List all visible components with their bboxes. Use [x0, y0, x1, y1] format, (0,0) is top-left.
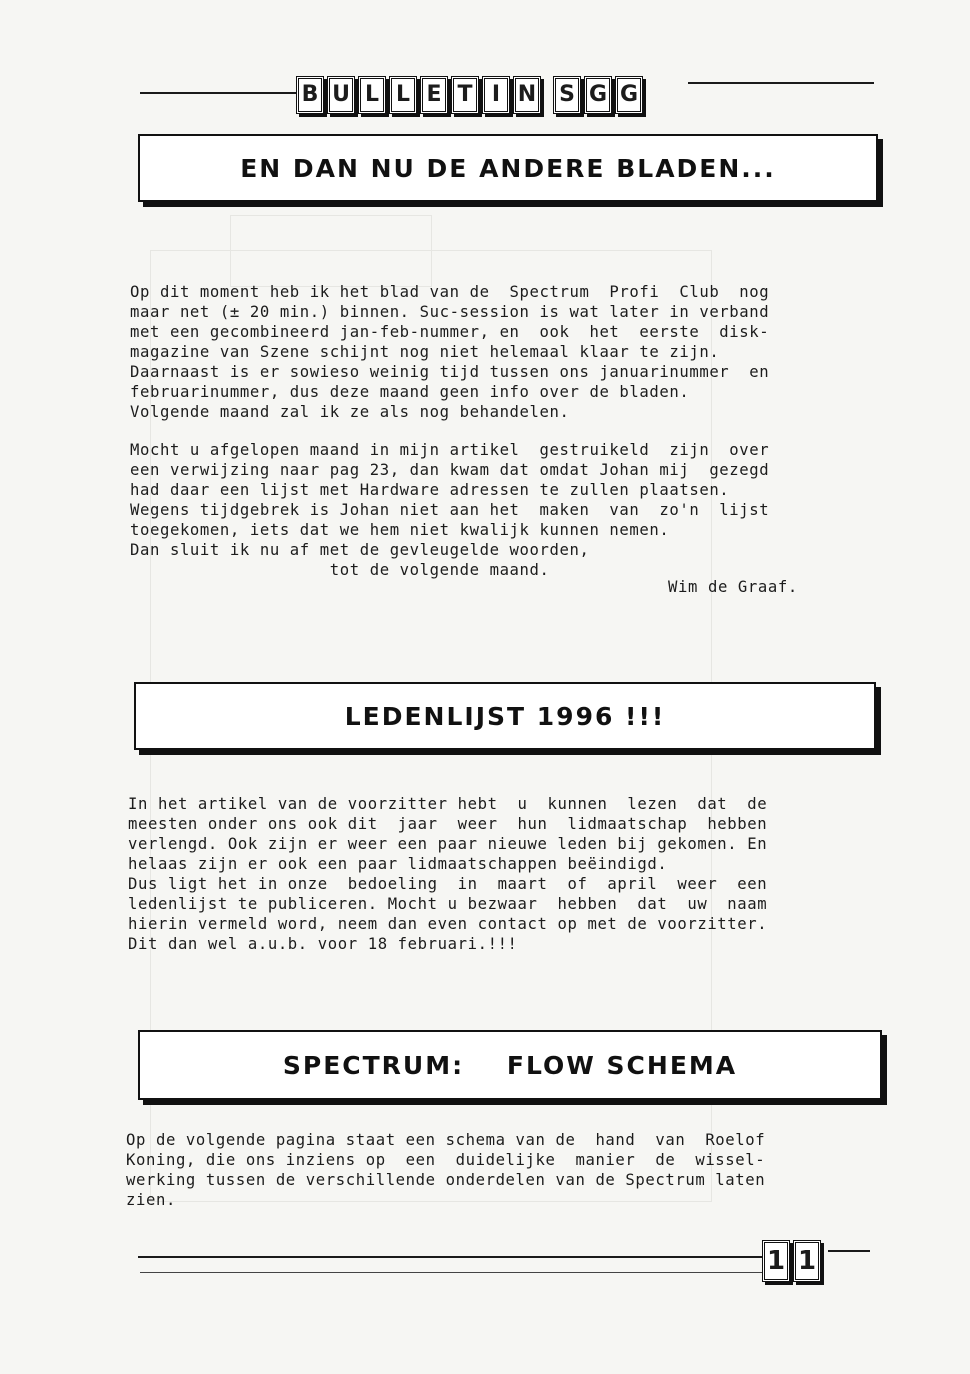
masthead-letter: N — [513, 76, 541, 114]
text-line: maar net (± 20 min.) binnen. Suc-session is wat later in verband — [130, 303, 770, 321]
masthead-letter: B — [296, 76, 324, 114]
text-line: In het artikel van de voorzitter hebt u kunnen lezen dat de — [128, 795, 768, 813]
masthead-letter: I — [482, 76, 510, 114]
text-line: tot de volgende maand. — [130, 561, 550, 579]
paragraph — [128, 794, 880, 954]
signature: Wim de Graaf. — [668, 578, 798, 596]
masthead-word-sgg — [553, 76, 643, 114]
paragraph — [126, 1130, 878, 1210]
masthead-word-bulletin — [296, 76, 541, 114]
masthead-letter: E — [420, 76, 448, 114]
text-line: Dit dan wel a.u.b. voor 18 februari.!!! — [128, 935, 518, 953]
masthead-letter: L — [358, 76, 386, 114]
masthead-letter: U — [327, 76, 355, 114]
section-banner — [138, 134, 878, 202]
masthead-letter: T — [451, 76, 479, 114]
masthead-rule-left — [140, 92, 298, 94]
text-line: werking tussen de verschillende onderdelen van de Spectrum laten — [126, 1171, 766, 1189]
footer-rule — [138, 1256, 762, 1258]
text-line: toegekomen, iets dat we hem niet kwalijk kunnen nemen. — [130, 521, 670, 539]
masthead-letter: S — [553, 76, 581, 114]
text-line: Wegens tijdgebrek is Johan niet aan het maken van zo'n lijst — [130, 501, 770, 519]
footer-rule-thin — [140, 1272, 762, 1273]
text-line: Volgende maand zal ik ze als nog behandelen. — [130, 403, 570, 421]
paragraph — [130, 282, 882, 422]
section-title: LEDENLIJST 1996 !!! — [344, 701, 666, 731]
text-line: met een gecombineerd jan-feb-nummer, en ook het eerste disk- — [130, 323, 770, 341]
section-banner — [138, 1030, 882, 1100]
text-line: had daar een lijst met Hardware adressen te zullen plaatsen. — [130, 481, 730, 499]
masthead — [296, 76, 643, 114]
text-line: februarinummer, dus deze maand geen info over de bladen. — [130, 383, 690, 401]
text-line: helaas zijn er ook een paar lidmaatschappen beëindigd. — [128, 855, 668, 873]
text-line: zien. — [126, 1191, 176, 1209]
text-line: Op dit moment heb ik het blad van de Spectrum Profi Club nog — [130, 283, 770, 301]
footer-rule-right — [828, 1250, 870, 1252]
masthead-letter: G — [584, 76, 612, 114]
paragraph — [130, 440, 882, 580]
masthead-letter: L — [389, 76, 417, 114]
masthead-letter: G — [615, 76, 643, 114]
text-line: Dus ligt het in onze bedoeling in maart of april weer een — [128, 875, 768, 893]
page-number-digit: 1 — [793, 1240, 821, 1282]
text-line: Op de volgende pagina staat een schema van de hand van Roelof — [126, 1131, 766, 1149]
text-line: ledenlijst te publiceren. Mocht u bezwaar hebben dat uw naam — [128, 895, 768, 913]
text-line: magazine van Szene schijnt nog niet helemaal klaar te zijn. — [130, 343, 720, 361]
section-title: EN DAN NU DE ANDERE BLADEN... — [240, 153, 776, 183]
text-line: Daarnaast is er sowieso weinig tijd tussen ons januarinummer en — [130, 363, 770, 381]
show-through-frame — [230, 215, 432, 287]
text-line: verlengd. Ook zijn er weer een paar nieuwe leden bij gekomen. En — [128, 835, 768, 853]
text-line: hierin vermeld word, neem dan even contact op met de voorzitter. — [128, 915, 768, 933]
masthead-rule-right — [688, 82, 874, 84]
section-banner — [134, 682, 876, 750]
section-title: SPECTRUM: FLOW SCHEMA — [282, 1050, 738, 1080]
text-line: Dan sluit ik nu af met de gevleugelde woorden, — [130, 541, 590, 559]
text-line: een verwijzing naar pag 23, dan kwam dat omdat Johan mij gezegd — [130, 461, 770, 479]
text-line: Mocht u afgelopen maand in mijn artikel gestruikeld zijn over — [130, 441, 770, 459]
page-number — [762, 1240, 821, 1282]
page-number-digit: 1 — [762, 1240, 790, 1282]
text-line: Koning, die ons inziens op een duidelijke manier de wissel- — [126, 1151, 766, 1169]
text-line: meesten onder ons ook dit jaar weer hun lidmaatschap hebben — [128, 815, 768, 833]
